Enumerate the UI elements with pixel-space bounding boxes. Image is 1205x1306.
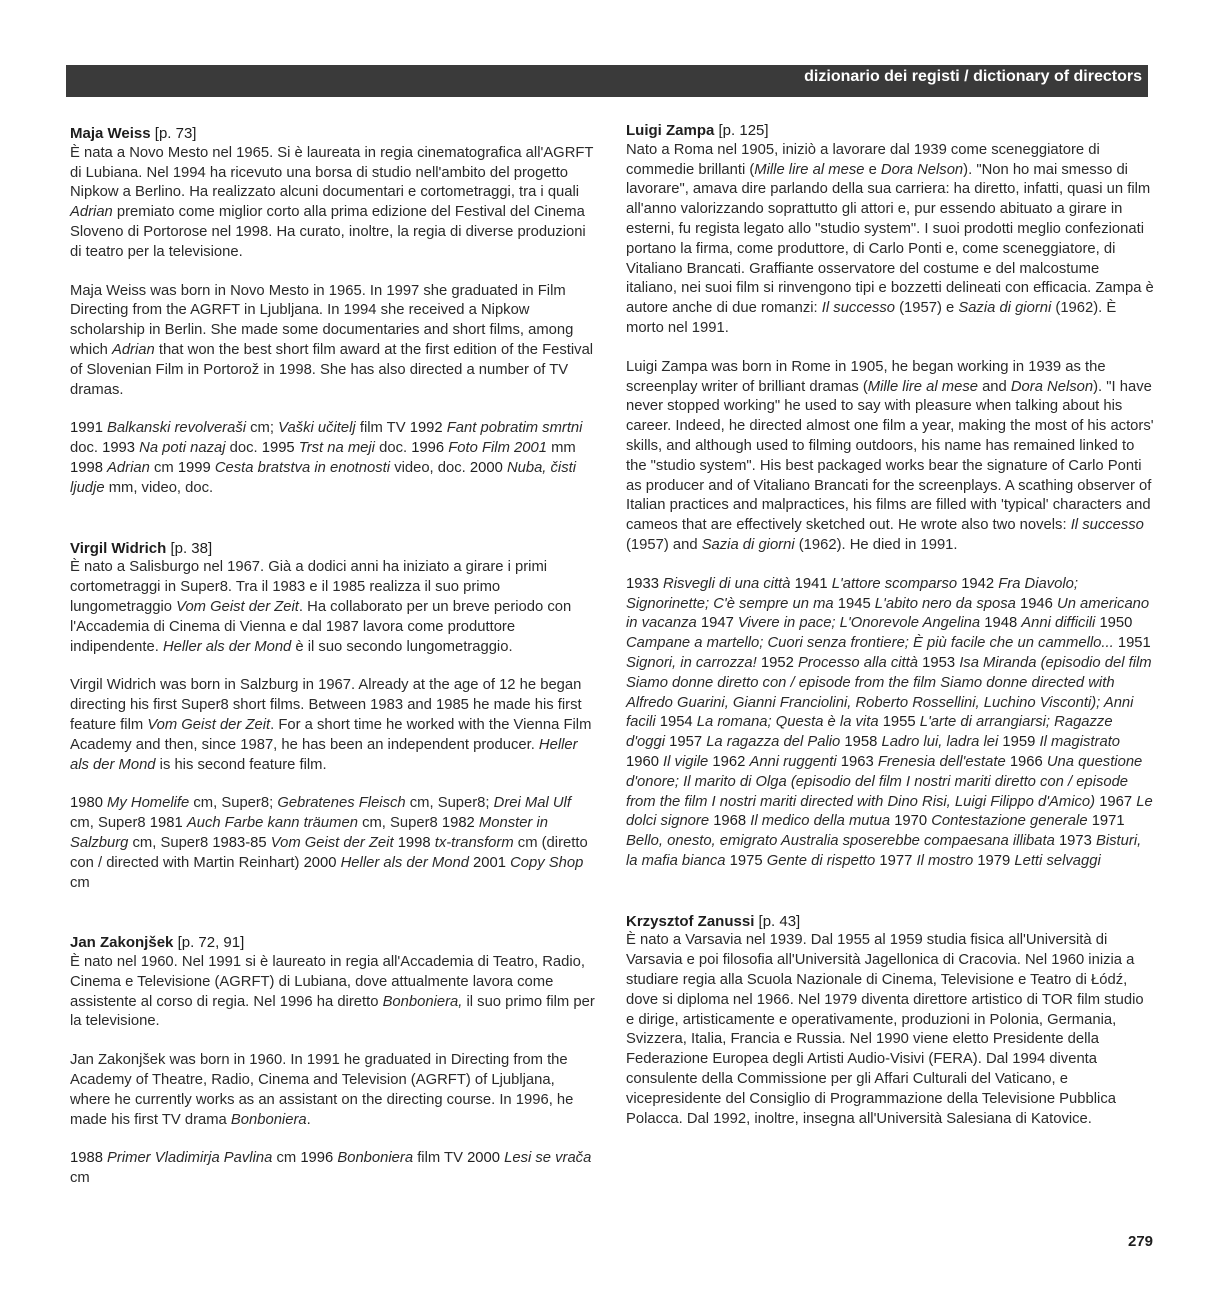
bio-english xyxy=(626,358,1154,556)
page-reference: [p. 125] xyxy=(718,122,769,139)
text: Jan Zakonjšek was born in 1960. In 1991 he graduated in Directing from the Academy of Theatre, Radio, Cinema and Television (AGRFT) of Ljubljana, where he currently works as an assistant on the directing course. In 1996, he made his first TV drama xyxy=(70,1052,574,1128)
text: È nato nel 1960. Nel 1991 si è laureato in regia all'Accademia di Teatro, Radio, Cinema e Televisione (AGRFT) di Lubiana, dove attualmente lavora come assistente al corso di regia. Nel 1996 ha diretto xyxy=(70,954,586,1010)
film-info: video, doc. xyxy=(394,459,466,476)
film-title: Mille lire al mese xyxy=(754,161,865,178)
entry-heading xyxy=(626,121,1154,141)
film-year: 1992 xyxy=(409,420,443,437)
film-title: Vom Geist der Zeit xyxy=(270,834,394,851)
film-title: Foto Film 2001 xyxy=(448,440,547,457)
text: è il suo secondo lungometraggio. xyxy=(291,638,513,655)
film-title: Primer Vladimirja Pavlina xyxy=(107,1150,273,1167)
film-year: 1950 xyxy=(1099,615,1133,632)
filmography xyxy=(70,794,598,893)
film-info: mm, video, doc. xyxy=(108,479,214,496)
film-year: 1945 xyxy=(837,595,871,612)
film-title: Anni difficili xyxy=(1021,615,1096,632)
film-title: Contestazione generale xyxy=(931,813,1088,830)
film-title: Gebratenes Fleisch xyxy=(277,795,406,812)
film-title: Campane a martello; Cuori senza frontiere; È più facile che un cammello... xyxy=(626,635,1114,652)
film-info: doc. xyxy=(70,440,98,457)
film-year: 1993 xyxy=(102,440,136,457)
text: (1957) and xyxy=(626,536,702,553)
entry-jan-zakonjsek xyxy=(70,933,598,1189)
film-title: Il successo xyxy=(821,300,895,317)
film-year: 1979 xyxy=(977,852,1011,869)
film-title: Isa Miranda (episodio del film Siamo donne diretto con / episode from the film Siamo donne directed with Alfredo Guarini, Gianni Franciolini, Roberto Rossellini, Luchino Visconti); Anni facili xyxy=(626,654,1152,731)
film-year: 1955 xyxy=(882,714,916,731)
film-year: 2001 xyxy=(473,854,506,871)
film-title: Una questione d'onore; Il marito di Olga (episodio del film I nostri mariti diretto con / episode from the film I nostri mariti directed with Dino Risi, Luigi Filippo d'Amico) xyxy=(626,753,1143,810)
text: Virgil Widrich was born in Salzburg in 1967. Already at the age of 12 he began directing his first Super8 short films. Between 1983 and 1985 he made his first feature film xyxy=(70,677,582,733)
film-title: Anni ruggenti xyxy=(749,753,837,770)
page-reference: [p. 38] xyxy=(170,539,213,557)
film-year: 1958 xyxy=(844,734,878,751)
film-title: Trst na meji xyxy=(298,440,375,457)
film-year: 1959 xyxy=(1002,734,1036,751)
entry-heading xyxy=(626,912,1154,932)
film-title: Nuba, čisti ljudje xyxy=(70,459,577,496)
film-info: cm, Super8; xyxy=(409,795,490,812)
film-year: 1948 xyxy=(984,615,1018,632)
film-title: Heller als der Mond xyxy=(340,854,469,871)
film-title: Na poti nazaj xyxy=(139,440,226,457)
film-year: 1962 xyxy=(712,753,746,770)
film-info: cm; xyxy=(250,420,274,437)
film-info: cm xyxy=(276,1150,297,1167)
film-year: 1953 xyxy=(922,654,956,671)
director-name: Krzysztof Zanussi xyxy=(626,912,755,930)
film-title: Il vigile xyxy=(663,753,709,770)
film-title: Fant pobratim smrtni xyxy=(446,420,583,437)
film-year: 1988 xyxy=(70,1150,103,1167)
film-title: Bonboniera xyxy=(337,1150,414,1167)
film-year: 1980 xyxy=(70,795,103,812)
film-title: Il medico della mutua xyxy=(750,813,891,830)
text: premiato come miglior corto alla prima edizione del Festival del Cinema Sloveno di Portorose nel 1998. Ha curato, inoltre, la regia di diverse produzioni di teatro per la televisione. xyxy=(70,204,586,260)
film-year: 1971 xyxy=(1091,813,1125,830)
film-year: 1975 xyxy=(729,852,763,869)
film-year: 1981 xyxy=(149,815,183,832)
film-title: Vom Geist der Zeit xyxy=(147,716,271,733)
film-title: Fra Diavolo; Signorinette; C'è sempre un ma xyxy=(626,575,1079,612)
bio-italian: È nato a Varsavia nel 1939. Dal 1955 al 1959 studia fisica all'Università di Varsavia e poi filosofia all'Università Jagellonica di Cracovia. Nel 1960 inizia a studiare regia alla Scuola Nazionale di Cinema, Televisione e Teatro di Łódź, dove si diploma nel 1966. Nel 1979 diventa direttore artistico di TOR film studio e dirige, artisticamente e operativamente, produzioni in Polonia, Germania, Svizzera, Italia, Francia e Russia. Nel 1990 viene eletto Presidente della Federazione Europea degli Artisti Audio-Visivi (FERA). Dal 1994 diventa consulente della Commissione per gli Affari Culturali del Vaticano, e vicepresidente del Consiglio di Programmazione della Televisione Pubblica Polacca. Dal 1992, inoltre, insegna all'Università Salesiana di Katovice. xyxy=(626,932,1144,1127)
film-year: 1983-85 xyxy=(212,834,267,851)
film-year: 1963 xyxy=(840,753,874,770)
text: e xyxy=(864,161,881,178)
page-reference: [p. 73] xyxy=(154,125,197,142)
entry-maja-weiss xyxy=(70,124,598,499)
text: and xyxy=(977,378,1011,395)
film-title: Ladro lui, ladra lei xyxy=(881,734,999,751)
text: È nato a Salisburgo nel 1967. Già a dodici anni ha iniziato a girare i primi cortometraggi in Super8. Tra il 1983 e il 1985 realizza il suo primo lungometraggio xyxy=(70,559,548,615)
page-number: 279 xyxy=(1128,1233,1154,1250)
text: is his second feature film. xyxy=(155,756,327,773)
film-year: 1941 xyxy=(794,575,828,592)
film-year: 1966 xyxy=(1009,753,1043,770)
entry-heading xyxy=(70,539,598,559)
film-title: Le dolci signore xyxy=(626,793,1153,830)
bio-italian xyxy=(70,953,598,1032)
film-title: Risvegli di una città xyxy=(663,575,791,592)
bio-english xyxy=(70,282,598,401)
film-year: 1970 xyxy=(894,813,928,830)
film-info: cm, Super8; xyxy=(193,795,274,812)
text: ). "Non ho mai smesso di lavorare", amava dire parlando della sua carriera: ha diretto, infatti, quasi un film all'anno valorizzando soprattutto gli attori e, pur essendo abituato a girare in esterni, fu regista legato allo "studio system". I suoi prodotti meglio confezionati portano la firma, come produttore, di Carlo Ponti e, come sceneggiatore, di Vitaliano Brancati. Graffiante osservatore del costume e del malcostume italiano, nei suoi film si rinvengono tipi e bozzetti delineati con efficacia. Zampa è autore anche di due romanzi: xyxy=(626,161,1154,317)
film-title: Vivere in pace; L'Onorevole Angelina xyxy=(737,615,981,632)
film-year: 1942 xyxy=(961,575,995,592)
film-year: 1947 xyxy=(700,615,734,632)
text: Luigi Zampa was born in Rome in 1905, he began working in 1939 as the screenplay writer of brilliant dramas ( xyxy=(626,358,1106,395)
film-info: cm, Super8 xyxy=(362,815,438,832)
text: È nata a Novo Mesto nel 1965. Si è laureata in regia cinematografica all'AGRFT di Lubiana. Nel 1994 ha ricevuto una borsa di studio nell'ambito del progetto Nipkow a Berlino. Ha realizzato alcuni documentari e cortometraggi, tra i quali xyxy=(70,144,594,201)
film-title: Lesi se vrača xyxy=(504,1150,592,1167)
bio-italian xyxy=(70,558,598,657)
film-info: doc. xyxy=(229,440,258,457)
filmography xyxy=(70,1149,598,1189)
film-title: Drei Mal Ulf xyxy=(493,795,571,812)
film-title: Bisturi, la mafia bianca xyxy=(626,833,1142,869)
text: (1962). He died in 1991. xyxy=(794,536,958,553)
film-title: La romana; Questa è la vita xyxy=(696,714,879,731)
film-title: Il magistrato xyxy=(1039,734,1121,751)
bio-english xyxy=(70,676,598,775)
film-title: Auch Farbe kann träumen xyxy=(186,815,358,832)
film-title: Il successo xyxy=(1070,517,1144,534)
film-title: Il mostro xyxy=(916,852,974,869)
film-year: 2000 xyxy=(467,1150,500,1167)
film-year: 2000 xyxy=(469,459,503,476)
film-info: mm xyxy=(551,440,576,457)
film-year: 1967 xyxy=(1099,793,1133,810)
film-title: Monster in Salzburg xyxy=(70,815,548,851)
director-name: Luigi Zampa xyxy=(626,122,715,139)
section-title: dizionario dei registi / dictionary of directors xyxy=(804,68,1142,85)
film-info: cm xyxy=(153,459,174,476)
film-title: L'arte di arrangiarsi; Ragazze d'oggi xyxy=(626,714,1113,751)
film-year: 1996 xyxy=(411,440,445,457)
film-year: 1998 xyxy=(70,459,103,476)
film-title: Balkanski revolveraši xyxy=(107,420,247,437)
film-info: doc. xyxy=(379,440,408,457)
page-reference: [p. 43] xyxy=(758,912,801,930)
film-info: cm (diretto con / directed with Martin Reinhart) xyxy=(70,834,588,871)
header-bar xyxy=(66,65,1148,97)
film-year: 1946 xyxy=(1019,595,1053,612)
film-title: tx-transform xyxy=(434,834,514,851)
film-title: Heller als der Mond xyxy=(162,638,292,655)
text: . Ha collaborato per un breve periodo con l'Accademia di Cinema di Vienna e dal 1987 lavora come produttore indipendente. xyxy=(70,598,572,655)
film-year: 1998 xyxy=(397,834,431,851)
entry-krzysztof-zanussi xyxy=(626,912,1154,1130)
entry-heading xyxy=(70,933,598,953)
film-title: Processo alla città xyxy=(797,654,919,671)
film-title: Frenesia dell'estate xyxy=(877,753,1006,770)
director-name: Maja Weiss xyxy=(70,125,151,142)
film-title: Letti selvaggi xyxy=(1014,852,1101,869)
film-title: Adrian xyxy=(111,341,155,358)
film-title: Adrian xyxy=(107,459,150,476)
film-title: Adrian xyxy=(70,204,113,221)
filmography xyxy=(626,575,1154,872)
film-title: Un americano in vacanza xyxy=(626,595,1150,632)
film-title: Cesta bratstva in enotnosti xyxy=(214,459,391,476)
film-title: Bonboniera xyxy=(230,1111,307,1128)
director-name: Jan Zakonjšek xyxy=(70,934,174,952)
film-year: 1960 xyxy=(626,753,659,770)
page-reference: [p. 72, 91] xyxy=(177,934,245,952)
film-title: La ragazza del Palio xyxy=(706,734,841,751)
text: Nato a Roma nel 1905, iniziò a lavorare dal 1939 come sceneggiatore di commedie brillanti ( xyxy=(626,141,1100,178)
film-title: My Homelife xyxy=(107,795,190,812)
film-title: Vaški učitelj xyxy=(278,420,356,437)
film-year: 1996 xyxy=(300,1150,334,1167)
film-title: L'attore scomparso xyxy=(831,575,958,592)
film-title: Sazia di giorni xyxy=(701,536,795,553)
film-info: film TV xyxy=(359,420,406,437)
film-title: Dora Nelson xyxy=(1010,378,1094,395)
film-title: Gente di rispetto xyxy=(766,852,876,869)
text: (1962). È morto nel 1991. xyxy=(626,300,1117,336)
film-info: cm xyxy=(70,874,90,891)
film-title: L'abito nero da sposa xyxy=(874,595,1016,612)
entry-heading xyxy=(70,124,598,144)
text: that won the best short film award at the first edition of the Festival of Slovenian Film in Portorož in 1998. She has also directed a number of TV dramas. xyxy=(70,341,594,398)
film-title: Dora Nelson xyxy=(880,161,964,178)
film-info: cm xyxy=(70,1170,90,1187)
film-info: cm, Super8 xyxy=(70,815,146,832)
film-info: cm, Super8 xyxy=(132,834,209,851)
film-year: 2000 xyxy=(303,854,337,871)
film-title: Sazia di giorni xyxy=(958,300,1052,317)
film-title: Heller als der Mond xyxy=(70,736,578,773)
film-year: 1951 xyxy=(1117,635,1151,652)
right-column xyxy=(626,121,1154,1169)
text: Maja Weiss was born in Novo Mesto in 1965. In 1997 she graduated in Film Directing from the AGRFT in Ljubljana. In 1994 she received a Nipkow scholarship in Berlin. She made some documentaries and short films, among which xyxy=(70,282,574,358)
entry-luigi-zampa xyxy=(626,121,1154,872)
film-year: 1982 xyxy=(441,815,475,832)
film-year: 1954 xyxy=(659,714,693,731)
film-year: 1999 xyxy=(177,459,211,476)
text: . xyxy=(306,1111,311,1128)
left-column xyxy=(70,124,598,1229)
film-year: 1973 xyxy=(1058,833,1092,850)
film-year: 1957 xyxy=(669,734,703,751)
text: . For a short time he worked with the Vienna Film Academy and then, since 1987, he has been an independent producer. xyxy=(70,716,592,753)
film-title: Mille lire al mese xyxy=(867,378,978,395)
film-info: film TV xyxy=(417,1150,463,1167)
text: il suo primo film per la televisione. xyxy=(70,993,595,1030)
bio-english xyxy=(70,1051,598,1130)
filmography xyxy=(70,419,598,498)
film-title: Bello, onesto, emigrato Australia sposerebbe compaesana illibata xyxy=(626,833,1055,850)
film-year: 1968 xyxy=(713,813,747,830)
film-year: 1995 xyxy=(261,440,295,457)
bio-italian xyxy=(626,141,1154,339)
film-title: Copy Shop xyxy=(510,854,584,871)
film-title: Bonboniera, xyxy=(382,993,463,1010)
film-year: 1933 xyxy=(626,575,659,592)
film-year: 1952 xyxy=(760,654,794,671)
director-name: Virgil Widrich xyxy=(70,539,167,557)
film-title: Signori, in carrozza! xyxy=(626,654,757,671)
text: ). "I have never stopped working" he used to say with pleasure when talking about his career. Indeed, he directed almost one film a year, making the most of his actors' skills, and although used to filming outdoors, his name has remained linked to the "studio system". His best packaged works bear the signature of Carlo Ponti as producer and of Vitaliano Brancati for the screenplays. A scathing observer of Italian practices and malpractices, his films are filled with 'typical' characters and cameos that are effectively sketched out. He wrote also two novels: xyxy=(626,378,1154,534)
film-year: 1991 xyxy=(70,420,103,437)
text: (1957) e xyxy=(894,300,959,317)
film-year: 1977 xyxy=(879,852,913,869)
film-title: Vom Geist der Zeit xyxy=(176,598,299,615)
entry-virgil-widrich xyxy=(70,539,598,894)
bio-italian xyxy=(70,144,598,263)
